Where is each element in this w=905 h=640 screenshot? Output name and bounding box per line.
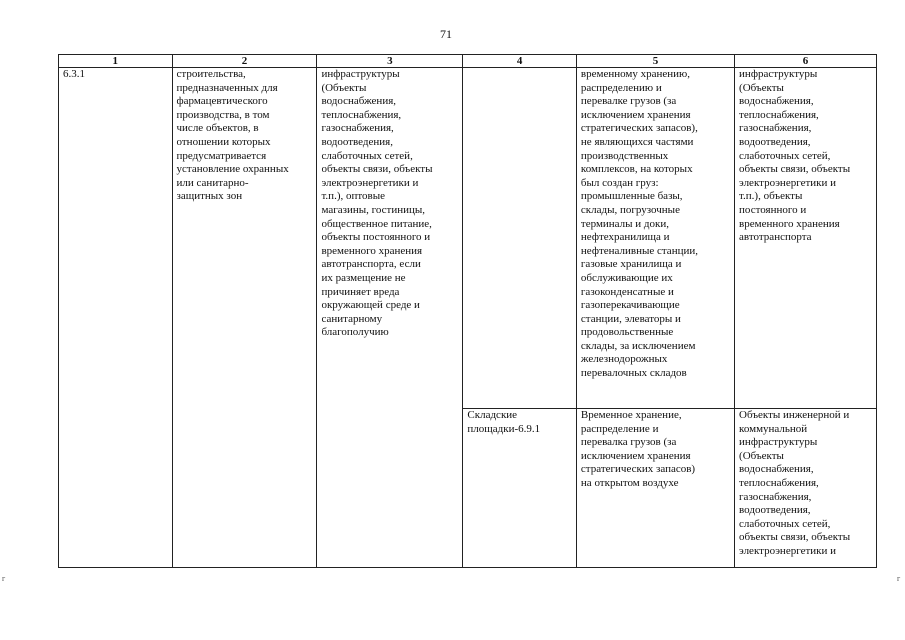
- aux-use-description-cell: Временное хранение, распределение и перевалка грузов (за исключением хранения стратегических запасов) на открытом воздухе: [576, 409, 734, 568]
- aux-objects-cell: инфраструктуры (Объекты водоснабжения, теплоснабжения, газоснабжения, водоотведения, слаботочных сетей, объекты связи, объекты электроэнергетики и т.п.), объекты постоянного и временного хранения автотранспорта: [735, 68, 877, 409]
- table-header-row: [59, 55, 877, 68]
- page-number: 71: [440, 27, 452, 41]
- aux-use-name-cell: Складские площадки-6.9.1: [463, 409, 577, 568]
- column-header-2: 2: [172, 55, 317, 68]
- code-cell: 6.3.1: [59, 68, 173, 568]
- column-header-3: 3: [317, 55, 463, 68]
- column-header-1: 1: [59, 55, 173, 68]
- aux-use-name-cell: [463, 68, 577, 409]
- left-edge-mark: г: [2, 574, 6, 583]
- right-edge-mark: г: [897, 574, 901, 583]
- aux-use-description-cell: временному хранению, распределению и перевалке грузов (за исключением хранения стратегических запасов), не являющихся частями производственных комплексов, на которых был создан груз: промышленные базы, склады, погрузочные терминалы и доки, нефтехранилища и нефтеналивные станции, газовые хранилища и обслуживающие их газоконденсатные и газоперекачивающие станции, элеваторы и продовольственные склады, за исключением железнодорожных перевалочных складов: [576, 68, 734, 409]
- column-header-4: 4: [463, 55, 577, 68]
- description-cell: строительства, предназначенных для фармацевтического производства, в том числе объектов, в отношении которых предусматривается установление охранных или санитарно- защитных зон: [172, 68, 317, 568]
- permitted-use-cell: инфраструктуры (Объекты водоснабжения, теплоснабжения, газоснабжения, водоотведения, слаботочных сетей, объекты связи, объекты электроэнергетики и т.п.), оптовые магазины, гостиницы, общественное питание, объекты постоянного и временного хранения автотранспорта, если их размещение не причиняет вреда окружающей среде и санитарному благополучию: [317, 68, 463, 568]
- zoning-table: [58, 54, 877, 568]
- column-header-6: 6: [735, 55, 877, 68]
- column-header-5: 5: [576, 55, 734, 68]
- table-row: [59, 68, 877, 409]
- aux-objects-cell: Объекты инженерной и коммунальной инфраструктуры (Объекты водоснабжения, теплоснабжения, газоснабжения, водоотведения, слаботочных сетей, объекты связи, объекты электроэнергетики и: [735, 409, 877, 568]
